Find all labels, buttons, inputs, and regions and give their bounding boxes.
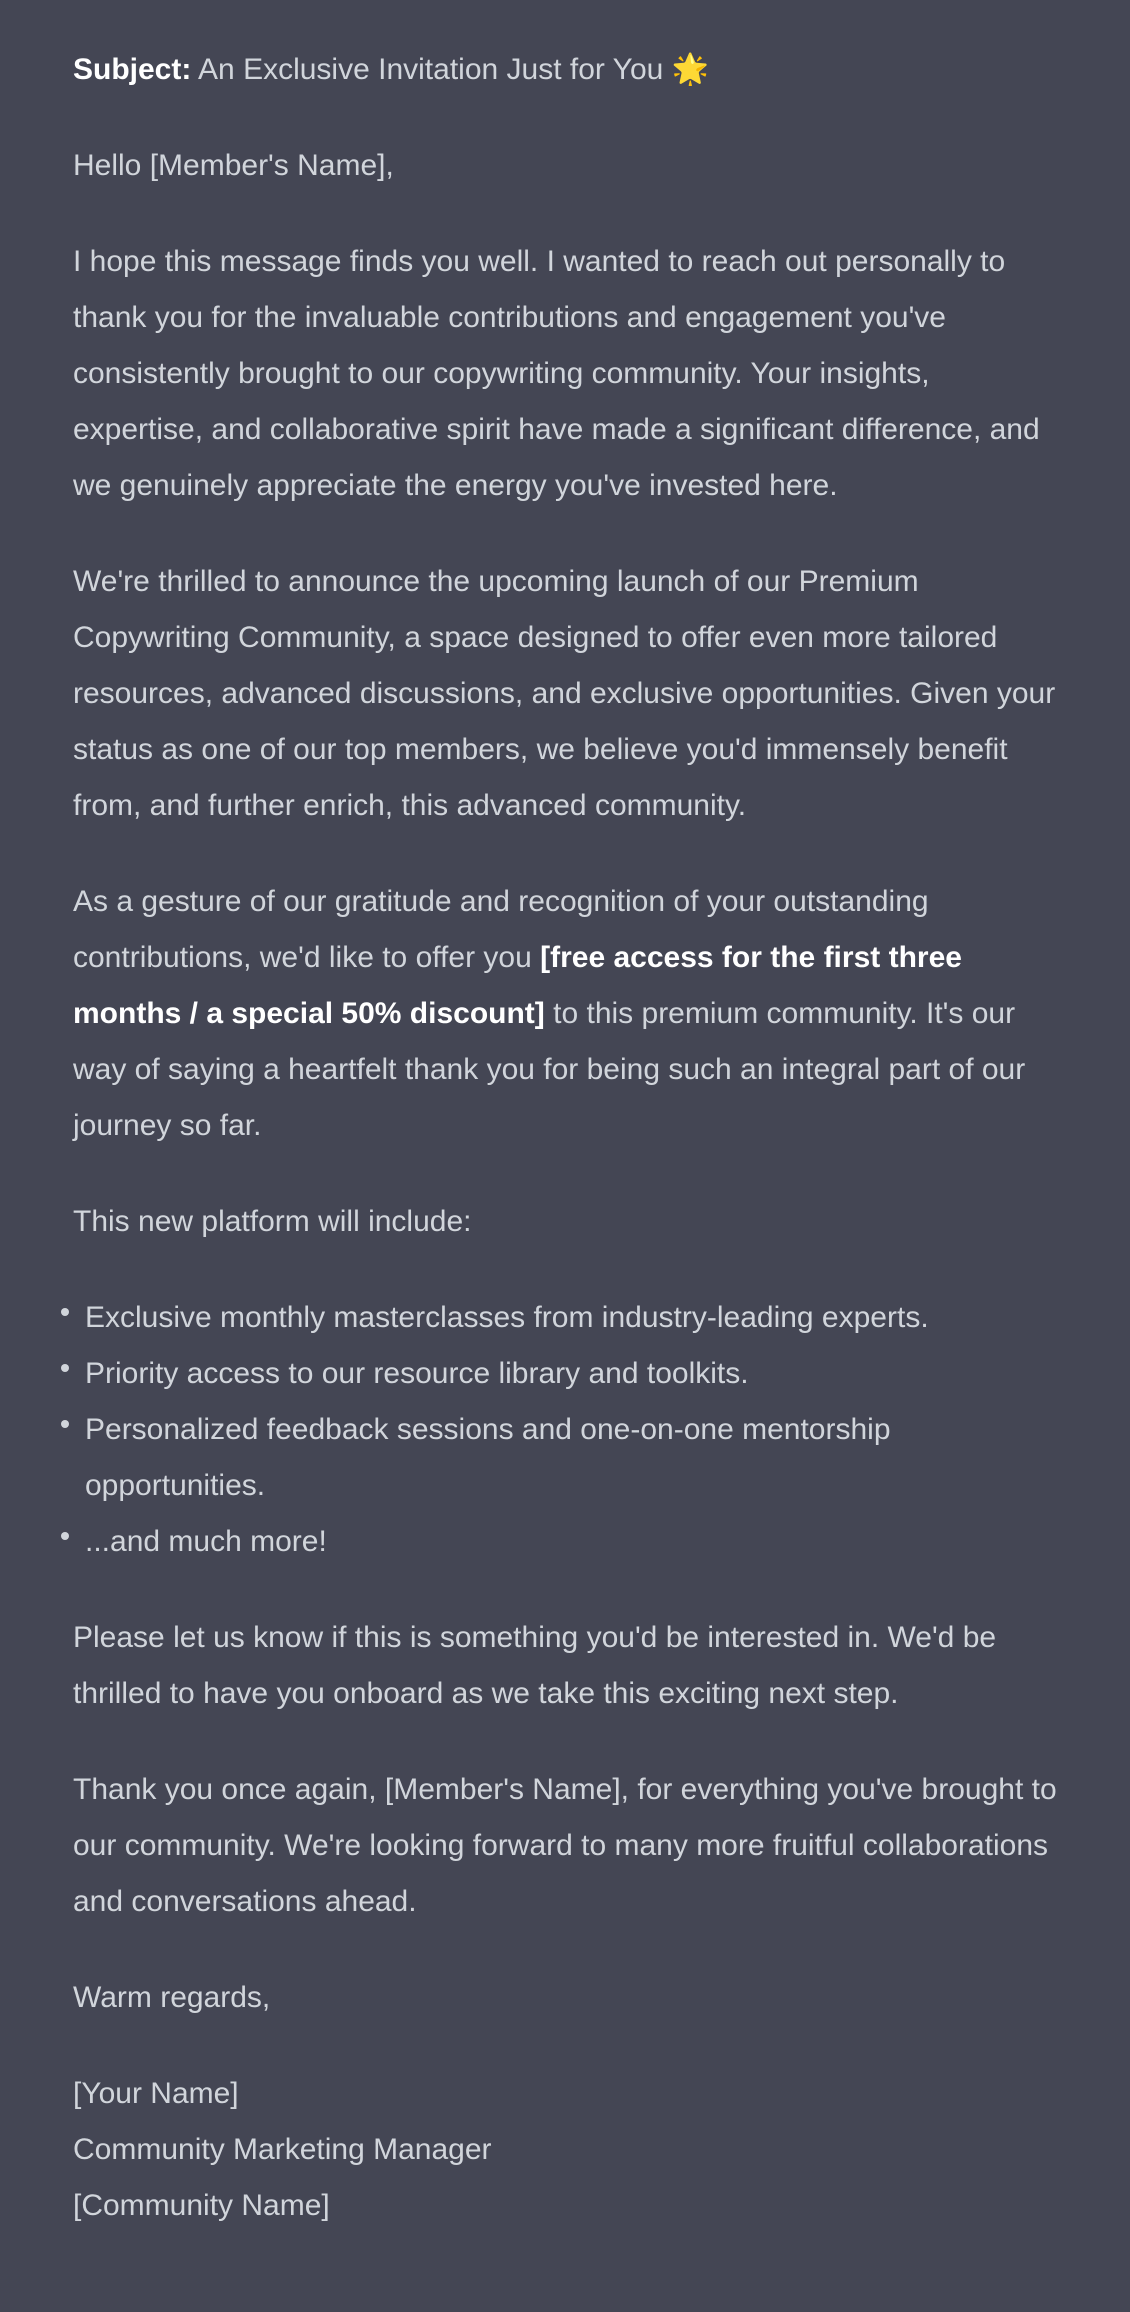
list-item: Priority access to our resource library and toolkits. [85, 1346, 1057, 1402]
glowing-star-icon: 🌟 [671, 53, 710, 86]
email-greeting: Hello [Member's Name], [73, 149, 394, 182]
email-signature [73, 2066, 1057, 2234]
offer-highlight: [free access for the first three months / a special 50% discount] [73, 941, 962, 1030]
list-item: ...and much more! [85, 1514, 1057, 1570]
signature-title: Community Marketing Manager [73, 2133, 492, 2166]
email-paragraph-3 [73, 874, 1057, 1154]
email-paragraph-5: Thank you once again, [Member's Name], for everything you've brought to our community. We're looking forward to many more fruitful collaborations and conversations ahead. [73, 1773, 1057, 1918]
email-paragraph-1: I hope this message finds you well. I wanted to reach out personally to thank you for the invaluable contributions and engagement you've consistently brought to our copywriting community. Your insights, expertise, and collaborative spirit have made a significant difference, and we genuinely appreciate the energy you've invested here. [73, 245, 1040, 502]
list-item: Personalized feedback sessions and one-on-one mentorship opportunities. [85, 1402, 1057, 1514]
signature-organization: [Community Name] [73, 2189, 330, 2222]
email-subject [73, 42, 1057, 98]
email-paragraph-4: Please let us know if this is something you'd be interested in. We'd be thrilled to have you onboard as we take this exciting next step. [73, 1621, 997, 1710]
paragraph-3-outro: to this premium community. It's our way of saying a heartfelt thank you for being such an integral part of our journey so far. [73, 997, 1026, 1142]
features-list [73, 1290, 1057, 1570]
subject-label: Subject: [73, 53, 192, 86]
features-intro: This new platform will include: [73, 1205, 472, 1238]
list-item: Exclusive monthly masterclasses from industry-leading experts. [85, 1290, 1057, 1346]
signature-name: [Your Name] [73, 2077, 239, 2110]
subject-text: An Exclusive Invitation Just for You [198, 53, 664, 86]
paragraph-3-intro: As a gesture of our gratitude and recognition of your outstanding contributions, we'd like to offer you [73, 885, 929, 974]
email-closing: Warm regards, [73, 1981, 271, 2014]
email-paragraph-2: We're thrilled to announce the upcoming launch of our Premium Copywriting Community, a space designed to offer even more tailored resources, advanced discussions, and exclusive opportunities. Given your status as one of our top members, we believe you'd immensely benefit from, and further enrich, this advanced community. [73, 565, 1056, 822]
